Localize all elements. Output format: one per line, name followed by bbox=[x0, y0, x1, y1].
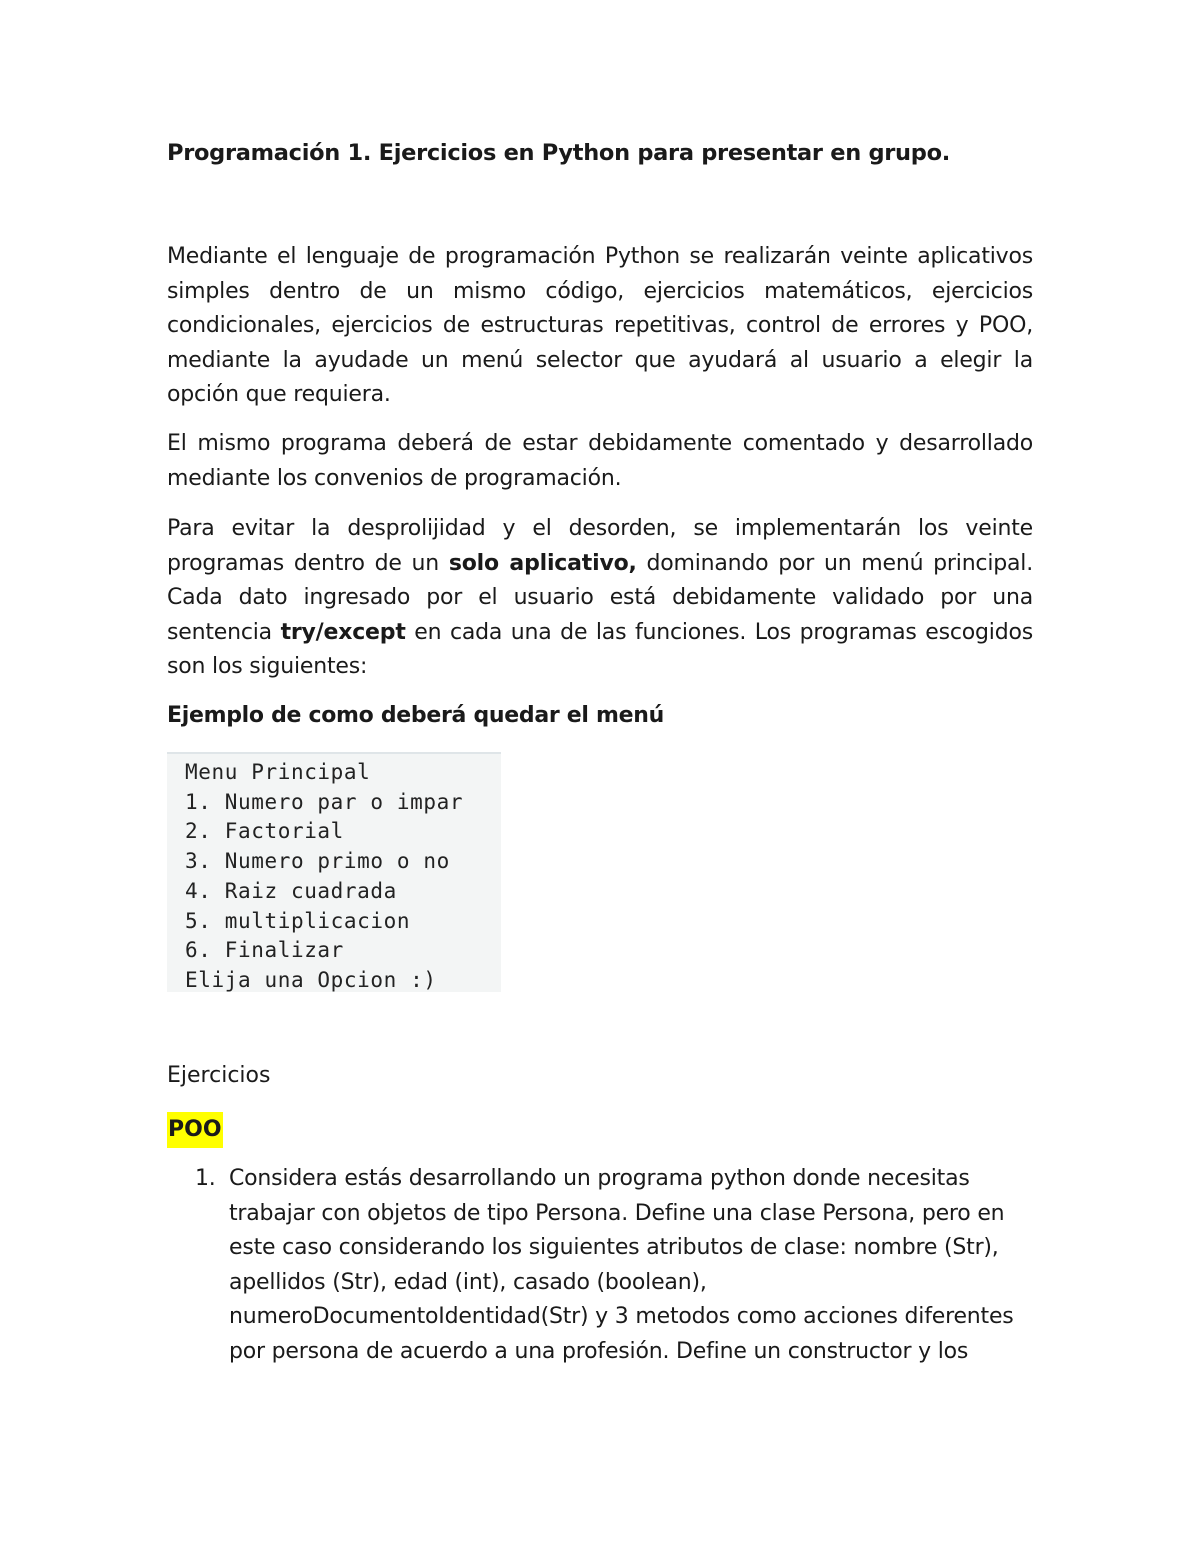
terminal-line: Menu Principal bbox=[185, 760, 371, 784]
document-title: Programación 1. Ejercicios en Python para presentar en grupo. bbox=[167, 140, 950, 166]
terminal-line: 3. Numero primo o no bbox=[185, 849, 450, 874]
implementation-paragraph bbox=[167, 512, 1033, 685]
menu-example-heading: Ejemplo de como deberá quedar el menú bbox=[167, 703, 664, 728]
exercises-section-label: Ejercicios bbox=[167, 1063, 271, 1088]
conventions-paragraph: El mismo programa deberá de estar debidamente comentado y desarrollado mediante los convenios de programación. bbox=[167, 431, 1033, 491]
intro-paragraph: Mediante el lenguaje de programación Python se realizarán veinte aplicativos simples dentro de un mismo código, ejercicios matemáticos, ejercicios condicionales, ejercicios de estructuras repetitivas, control de errores y POO, mediante la ayudade un menú selector que ayudará al usuario a elegir la opción que requiera. bbox=[167, 244, 1033, 407]
exercise-text: Considera estás desarrollando un programa python donde necesitas trabajar con objetos de tipo Persona. Define una clase Persona, pero en este caso considerando los siguientes atributos de clase: nombre (Str), apellidos (Str), edad (int), casado (boolean), numeroDocumentoIdentidad(Str) y 3 metodos como acciones diferentes por persona de acuerdo a una profesión. Define un constructor y los bbox=[229, 1166, 1014, 1364]
terminal-line: 4. Raiz cuadrada bbox=[185, 878, 397, 903]
terminal-line: 5. multiplicacion bbox=[185, 908, 411, 933]
implementation-bold-1: solo aplicativo, bbox=[448, 550, 637, 576]
terminal-line: 1. Numero par o impar bbox=[185, 789, 464, 814]
implementation-text-2: dominando por un menú principal. Cada dato ingresado por el usuario está debidamente validado por una sentencia bbox=[167, 550, 1033, 645]
exercise-list-item bbox=[167, 1162, 1033, 1369]
implementation-text-3: en cada una de las funciones. Los programas escogidos son los siguientes: bbox=[167, 619, 1033, 679]
exercise-number: 1. bbox=[195, 1166, 216, 1191]
terminal-line: 6. Finalizar bbox=[185, 938, 344, 963]
terminal-line: Elija una Opcion :) bbox=[185, 967, 437, 992]
terminal-line: 2. Factorial bbox=[185, 819, 344, 844]
terminal-menu-screenshot bbox=[167, 752, 501, 992]
poo-highlight-label: POO bbox=[167, 1112, 223, 1148]
implementation-bold-2: try/except bbox=[280, 619, 406, 645]
implementation-text-1: Para evitar la desprolijidad y el desorden, se implementarán los veinte programas dentro de un bbox=[167, 516, 1033, 576]
